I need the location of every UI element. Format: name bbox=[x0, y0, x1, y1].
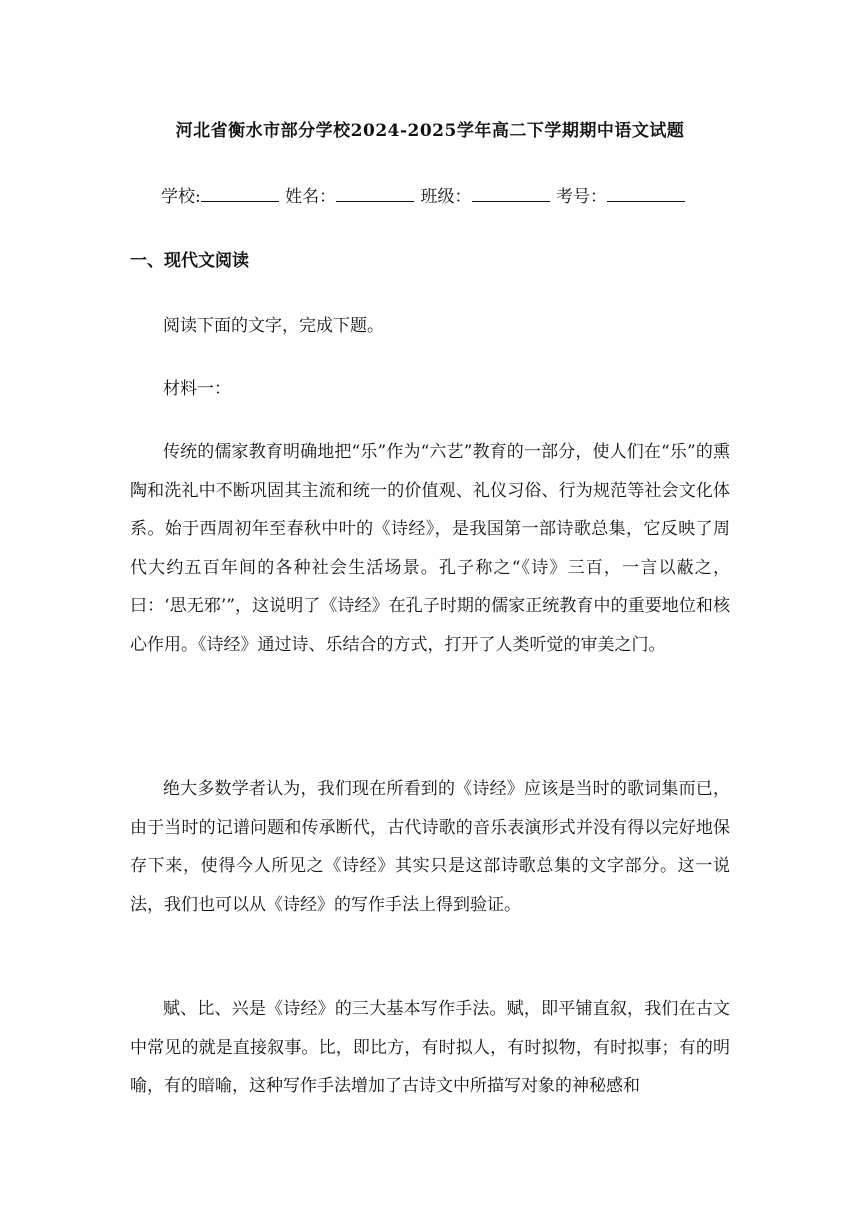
reading-instruction: 阅读下面的文字，完成下题。 bbox=[163, 316, 384, 336]
paragraph: 传统的儒家教育明确地把“乐”作为“六艺”教育的一部分，使人们在“乐”的熏陶和洗礼中不断巩固其主流和统一的价值观、礼仪习俗、行为规范等社会文化体系。始于西周初年至春秋中叶的《诗经》，是我国第一部诗歌总集，它反映了周代大约五百年间的各种社会生活场景。孔子称之“《诗》三百，一言以蔽之，曰：‘思无邪’”，这说明了《诗经》在孔子时期的儒家正统教育中的重要地位和核心作用。《诗经》通过诗、乐结合的方式，打开了人类听觉的审美之门。 bbox=[130, 442, 730, 655]
material-label: 材料一： bbox=[163, 379, 231, 399]
document-title: 河北省衡水市部分学校2024-2025学年高二下学期期中语文试题 bbox=[175, 121, 685, 141]
name-blank bbox=[336, 200, 414, 202]
school-blank bbox=[201, 200, 279, 202]
class-label: 班级： bbox=[420, 187, 472, 207]
exam-number-blank bbox=[607, 200, 685, 202]
paragraph: 赋、比、兴是《诗经》的三大基本写作手法。赋，即平铺直叙，我们在古文中常见的就是直接叙事。比，即比方，有时拟人，有时拟物，有时拟事；有的明喻，有的暗喻，这种写作手法增加了古诗文中所描写对象的神秘感和 bbox=[130, 999, 730, 1096]
class-blank bbox=[472, 200, 550, 202]
paragraph: 绝大多数学者认为，我们现在所看到的《诗经》应该是当时的歌词集而已，由于当时的记谱问题和传承断代，古代诗歌的音乐表演形式并没有得以完好地保存下来，使得今人所见之《诗经》其实只是这部诗歌总集的文字部分。这一说法，我们也可以从《诗经》的写作手法上得到验证。 bbox=[130, 779, 730, 915]
section-heading: 一、现代文阅读 bbox=[130, 251, 249, 271]
exam-number-label: 考号： bbox=[555, 187, 607, 207]
school-label: 学校: bbox=[161, 187, 201, 207]
name-label: 姓名： bbox=[285, 187, 337, 207]
student-info-line bbox=[161, 182, 781, 207]
